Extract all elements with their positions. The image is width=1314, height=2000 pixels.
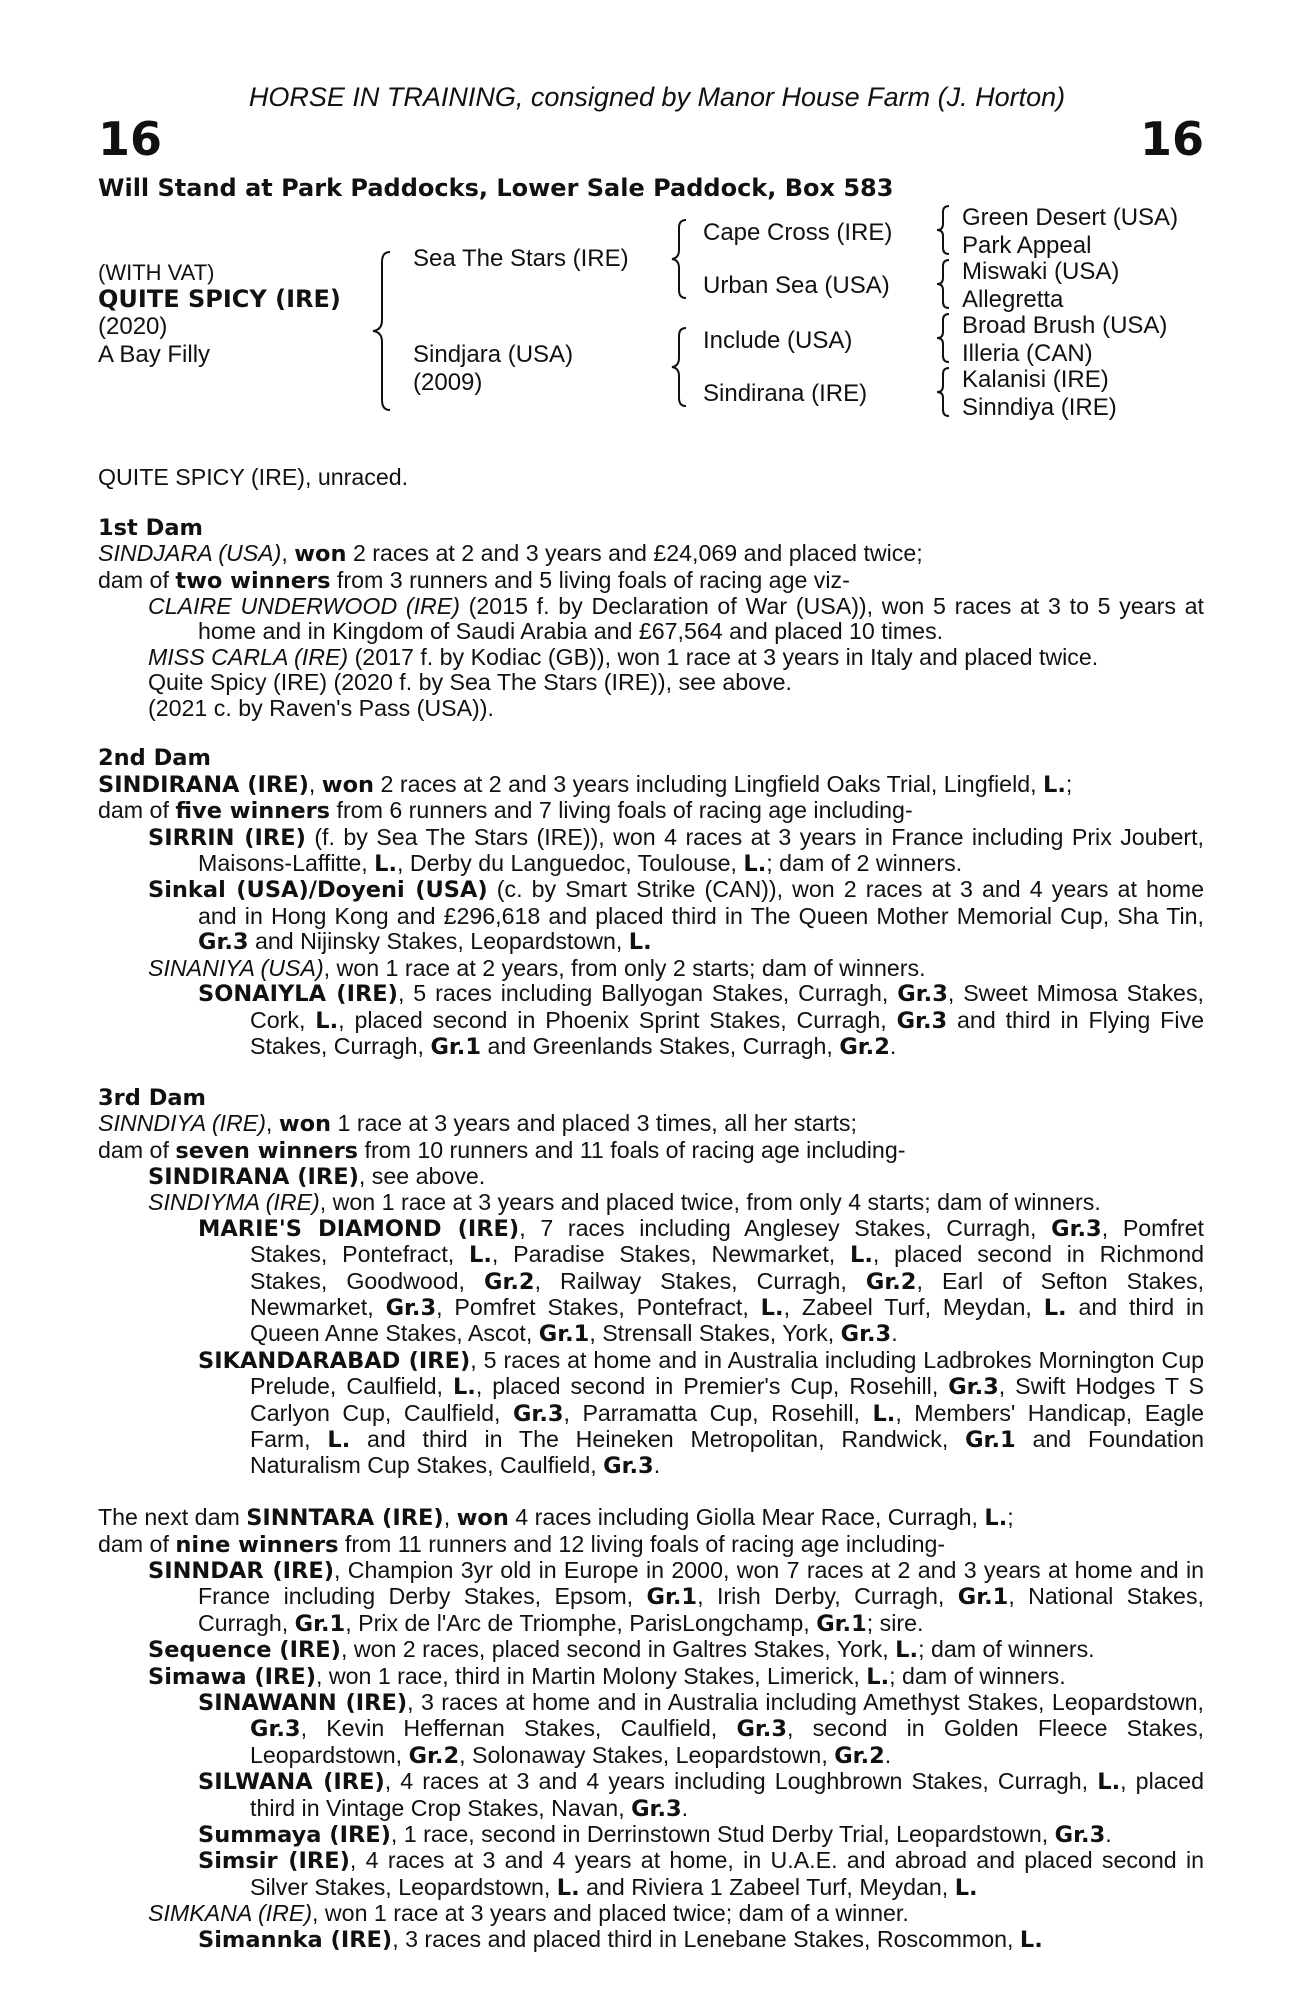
progeny-simkana: SIMKANA (IRE), won 1 race at 3 years and placed twice; dam of a winner. bbox=[148, 1900, 909, 1927]
sire-dam: Urban Sea (USA) bbox=[703, 272, 890, 299]
dam1-line2: dam of two winners from 3 runners and 5 living foals of racing age viz- bbox=[98, 566, 850, 594]
progeny-simannka: Simannka (IRE), 3 races and placed third in Lenebane Stakes, Roscommon, L. bbox=[198, 1925, 1043, 1953]
intro-line: QUITE SPICY (IRE), unraced. bbox=[98, 464, 409, 490]
dam3-line2: dam of seven winners from 10 runners and 11 foals of racing age including- bbox=[98, 1136, 906, 1164]
pedigree-brace-dam bbox=[670, 326, 688, 408]
pedigree-brace-sire bbox=[670, 218, 688, 300]
dam3-line1: SINNDIYA (IRE), won 1 race at 3 years and placed 3 times, all her starts; bbox=[98, 1110, 857, 1138]
dam-sire: Include (USA) bbox=[703, 327, 853, 354]
progeny-sinkal: Sinkal (USA)/Doyeni (USA) (c. by Smart Strike (CAN)), won 2 races at 3 and 4 years at home and in Hong Kong and £296,618 and placed third in The Queen Mother Memorial Cup, Sha Tin, Gr.3 and Nijinsky Stakes, Leopardstown, L. bbox=[148, 876, 1204, 956]
progeny-maries-diamond: MARIE'S DIAMOND (IRE), 7 races including Anglesey Stakes, Curragh, Gr.3, Pomfret Stakes, Pontefract, L., Paradise Stakes, Newmarket, L., placed second in Richmond Stakes, Goodwood, Gr.2, Railway Stakes, Curragh, Gr.2, Earl of Sefton Stakes, Newmarket, Gr.3, Pomfret Stakes, Pontefract, L., Zabeel Turf, Meydan, L. and third in Queen Anne Stakes, Ascot, Gr.1, Strensall Stakes, York, Gr.3. bbox=[198, 1214, 1205, 1348]
catalogue-body bbox=[98, 465, 1204, 1953]
progeny-silwana: SILWANA (IRE), 4 races at 3 and 4 years including Loughbrown Stakes, Curragh, L., placed third in Vintage Crop Stakes, Navan, Gr.3. bbox=[198, 1768, 1204, 1822]
progeny-sinaniya: SINANIYA (USA), won 1 race at 2 years, from only 2 starts; dam of winners. bbox=[148, 954, 926, 981]
gen4-3: Miswaki (USA) bbox=[962, 258, 1120, 285]
progeny-simsir: Simsir (IRE), 4 races at 3 and 4 years at home, in U.A.E. and abroad and placed second in Silver Stakes, Leopardstown, L. and Riviera 1 Zabeel Turf, Meydan, L. bbox=[198, 1847, 1204, 1901]
lot-number-left: 16 bbox=[98, 112, 163, 166]
dam-year: (2009) bbox=[413, 369, 483, 396]
progeny-sinawann: SINAWANN (IRE), 3 races at home and in Australia including Amethyst Stakes, Leopardstown, Gr.3, Kevin Heffernan Stakes, Caulfield, Gr.3, second in Golden Fleece Stakes, Leopardstown, Gr.2, Solonaway Stakes, Leopardstown, Gr.2. bbox=[198, 1689, 1204, 1769]
sire: Sea The Stars (IRE) bbox=[413, 245, 629, 272]
nextdam-line1: The next dam SINNTARA (IRE), won 4 races including Giolla Mear Race, Curragh, L.; bbox=[98, 1504, 1014, 1532]
gen4-8: Sinndiya (IRE) bbox=[962, 394, 1117, 421]
progeny-sinndar: SINNDAR (IRE), Champion 3yr old in Europe in 2000, won 7 races at 2 and 3 years at home and in France including Derby Stakes, Epsom, Gr.1, Irish Derby, Curragh, Gr.1, National Stakes, Curragh, Gr.1, Prix de l'Arc de Triomphe, ParisLongchamp, Gr.1; sire. bbox=[148, 1557, 1204, 1637]
pedigree-brace-main bbox=[370, 250, 392, 412]
stand-location: Will Stand at Park Paddocks, Lower Sale Paddock, Box 583 bbox=[98, 174, 894, 202]
progeny-sikandarabad: SIKANDARABAD (IRE), 5 races at home and in Australia including Ladbrokes Mornington Cup Prelude, Caulfield, L., placed second in Premier's Cup, Rosehill, Gr.3, Swift Hodges T S Carlyon Cup, Caulfield, Gr.3, Parramatta Cup, Rosehill, L., Members' Handicap, Eagle Farm, L. and third in The Heineken Metropolitan, Randwick, Gr.1 and Foundation Naturalism Cup Stakes, Caulfield, Gr.3. bbox=[198, 1346, 1205, 1480]
lot-number-right: 16 bbox=[1139, 112, 1204, 166]
gen4-1: Green Desert (USA) bbox=[962, 204, 1179, 231]
gen4-7: Kalanisi (IRE) bbox=[962, 366, 1109, 393]
section-heading-3rd-dam: 3rd Dam bbox=[98, 1084, 206, 1111]
dam2-line1: SINDIRANA (IRE), won 2 races at 2 and 3 years including Lingfield Oaks Trial, Lingfield, L.; bbox=[98, 770, 1073, 798]
dam1-line1: SINDJARA (USA), won 2 races at 2 and 3 years and £24,069 and placed twice; bbox=[98, 540, 923, 568]
horse-year: (2020) bbox=[98, 313, 168, 340]
progeny-miss-carla: MISS CARLA (IRE) (2017 f. by Kodiac (GB)), won 1 race at 3 years in Italy and placed twice. bbox=[148, 643, 1099, 670]
dam2-line2: dam of five winners from 6 runners and 7 living foals of racing age including- bbox=[98, 797, 913, 825]
progeny-summaya: Summaya (IRE), 1 race, second in Derrinstown Stud Derby Trial, Leopardstown, Gr.3. bbox=[198, 1821, 1112, 1849]
progeny-sindiyma: SINDIYMA (IRE), won 1 race at 3 years and placed twice, from only 4 starts; dam of winners. bbox=[148, 1189, 1101, 1216]
gen4-5: Broad Brush (USA) bbox=[962, 312, 1168, 339]
progeny-sindirana: SINDIRANA (IRE), see above. bbox=[148, 1162, 486, 1190]
gen4-4: Allegretta bbox=[962, 286, 1064, 313]
gen4-6: Illeria (CAN) bbox=[962, 340, 1093, 367]
nextdam-line2: dam of nine winners from 11 runners and 12 living foals of racing age including- bbox=[98, 1530, 946, 1558]
dam-dam: Sindirana (IRE) bbox=[703, 380, 868, 407]
sire-sire: Cape Cross (IRE) bbox=[703, 219, 893, 246]
pedigree-brace-g3 bbox=[935, 312, 951, 364]
horse-name: QUITE SPICY (IRE) bbox=[98, 285, 341, 313]
pedigree-brace-g1 bbox=[935, 204, 951, 256]
gen4-2: Park Appeal bbox=[962, 232, 1092, 259]
progeny-2021-colt: (2021 c. by Raven's Pass (USA)). bbox=[148, 694, 494, 721]
progeny-sonaiyla: SONAIYLA (IRE), 5 races including Ballyogan Stakes, Curragh, Gr.3, Sweet Mimosa Stakes, Cork, L., placed second in Phoenix Sprint Stakes, Curragh, Gr.3 and third in Flying Five Stakes, Curragh, Gr.1 and Greenlands Stakes, Curragh, Gr.2. bbox=[198, 980, 1204, 1060]
progeny-sirrin: SIRRIN (IRE) (f. by Sea The Stars (IRE)), won 4 races at 3 years in France including Prix Joubert, Maisons-Laffitte, L., Derby du Languedoc, Toulouse, L.; dam of 2 winners. bbox=[148, 823, 1204, 878]
pedigree-brace-g2 bbox=[935, 258, 951, 310]
horse-description: A Bay Filly bbox=[98, 341, 211, 368]
page-header: HORSE IN TRAINING, consigned by Manor House Farm (J. Horton) bbox=[248, 82, 1066, 112]
pedigree-brace-g4 bbox=[935, 366, 951, 418]
section-heading-1st-dam: 1st Dam bbox=[98, 514, 203, 541]
progeny-quite-spicy: Quite Spicy (IRE) (2020 f. by Sea The Stars (IRE)), see above. bbox=[148, 669, 792, 696]
progeny-claire-underwood: CLAIRE UNDERWOOD (IRE) (2015 f. by Declaration of War (USA)), won 5 races at 3 to 5 years at home and in Kingdom of Saudi Arabia and £67,564 and placed 10 times. bbox=[148, 593, 1204, 645]
progeny-sequence: Sequence (IRE), won 2 races, placed second in Galtres Stakes, York, L.; dam of winners. bbox=[148, 1636, 1095, 1664]
vat-note: (WITH VAT) bbox=[98, 260, 215, 285]
progeny-simawa: Simawa (IRE), won 1 race, third in Martin Molony Stakes, Limerick, L.; dam of winners. bbox=[148, 1662, 1066, 1690]
section-heading-2nd-dam: 2nd Dam bbox=[98, 745, 211, 772]
dam: Sindjara (USA) bbox=[413, 341, 574, 368]
